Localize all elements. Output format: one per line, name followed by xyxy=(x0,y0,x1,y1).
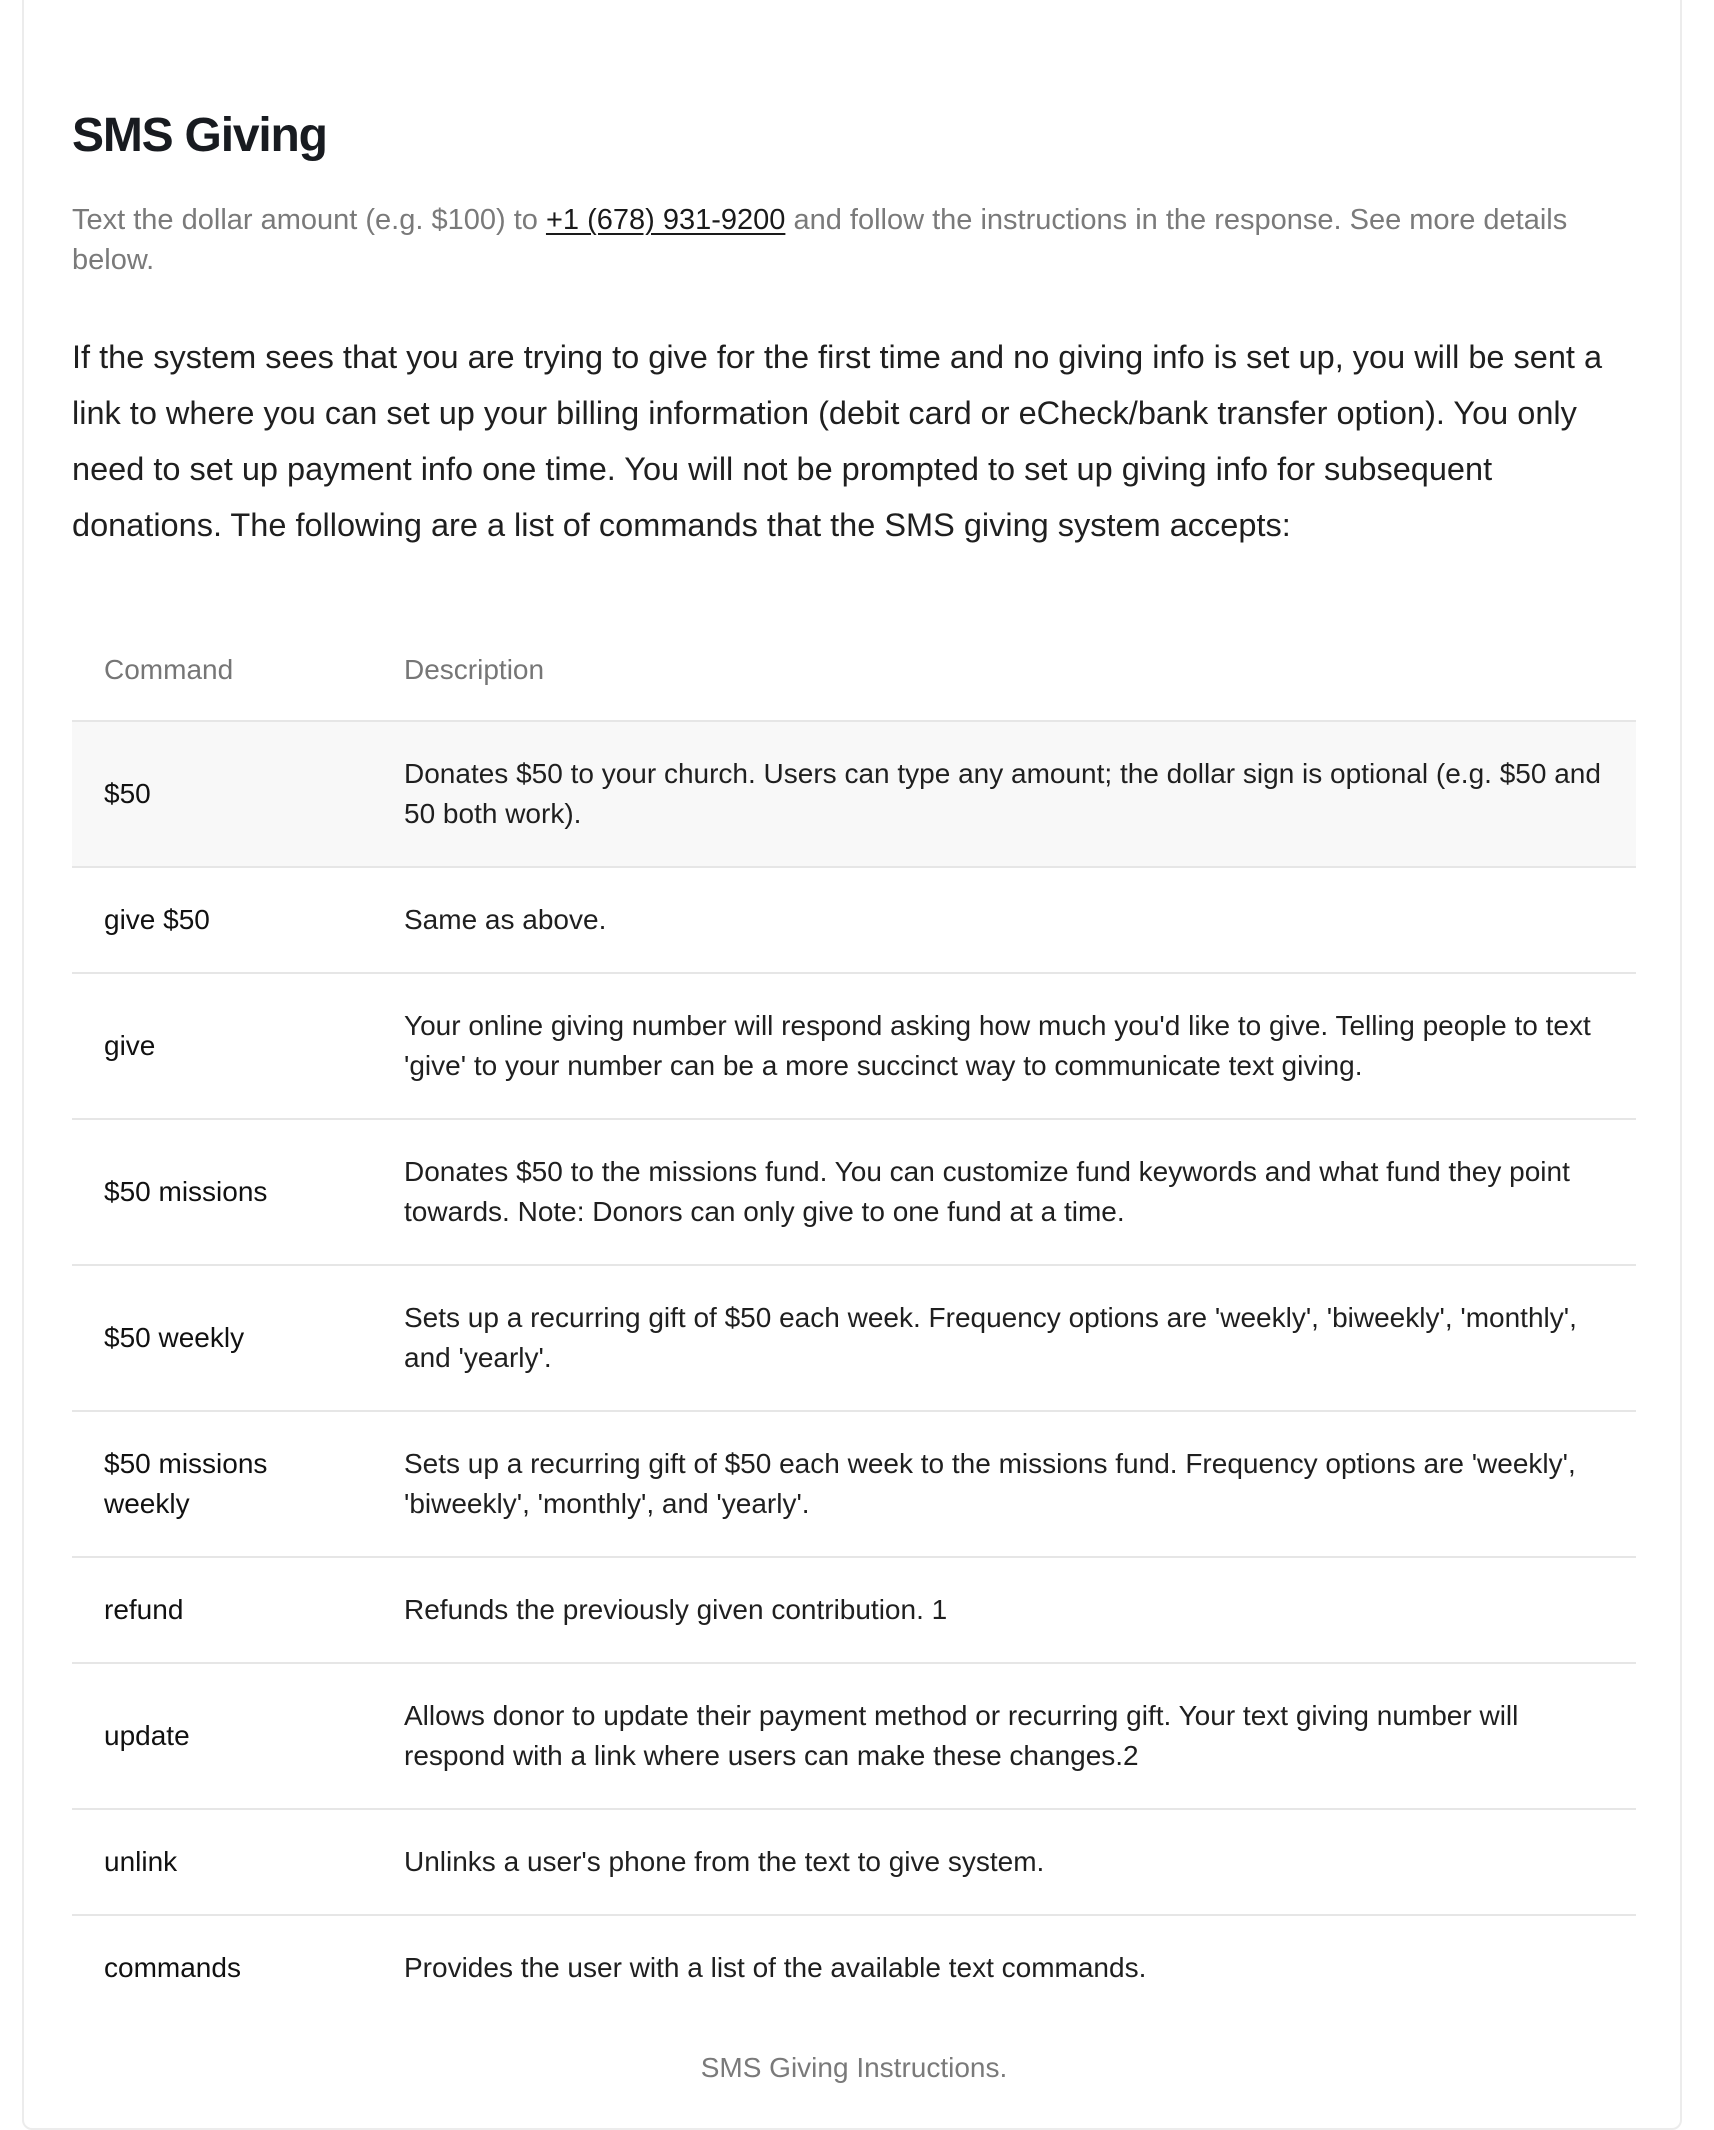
command-cell: $50 xyxy=(72,721,372,867)
table-row xyxy=(72,867,1636,973)
table-row xyxy=(72,1557,1636,1663)
column-header-command: Command xyxy=(72,620,372,721)
command-cell: commands xyxy=(104,1952,241,1983)
description-cell: Sets up a recurring gift of $50 each week. Frequency options are 'weekly', 'biweekly', 'monthly', and 'yearly'. xyxy=(372,1265,1636,1411)
table-row xyxy=(72,1265,1636,1411)
page-subtitle xyxy=(72,200,1636,280)
command-cell: update xyxy=(72,1663,372,1809)
table-row xyxy=(72,1915,1636,2020)
description-cell: Donates $50 to the missions fund. You can customize fund keywords and what fund they point towards. Note: Donors can only give to one fund at a time. xyxy=(372,1119,1636,1265)
command-cell: give xyxy=(72,973,372,1119)
command-cell: $50 weekly xyxy=(72,1265,372,1411)
table-row xyxy=(72,1411,1636,1557)
table-caption: SMS Giving Instructions. xyxy=(700,2052,1008,2083)
subtitle-text-after: and follow the instructions in the response. See more details below. xyxy=(72,204,1568,276)
table-row xyxy=(72,1119,1636,1265)
subtitle-text-before: Text the dollar amount (e.g. $100) to xyxy=(72,204,546,236)
table-row xyxy=(72,973,1636,1119)
phone-number-link[interactable]: +1 (678) 931-9200 xyxy=(545,204,786,236)
column-header-description: Description xyxy=(372,620,1636,721)
description-cell: Unlinks a user's phone from the text to give system. xyxy=(372,1809,1636,1915)
page-title: SMS Giving xyxy=(72,109,327,162)
command-cell: refund xyxy=(72,1557,372,1663)
description-cell: Same as above. xyxy=(372,867,1636,973)
description-cell: Refunds the previously given contribution. 1 xyxy=(372,1557,1636,1663)
table-header-row xyxy=(72,620,1636,721)
command-cell: $50 missions xyxy=(72,1119,372,1265)
table-row xyxy=(72,1663,1636,1809)
intro-paragraph: If the system sees that you are trying to give for the first time and no giving info is set up, you will be sent a link to where you can set up your billing information (debit card or eCheck/bank transfer option). You only need to set up payment info one time. You will not be prompted to set up giving info for subsequent donations. The following are a list of commands that the SMS giving system accepts: xyxy=(72,339,1603,543)
description-cell: Sets up a recurring gift of $50 each week to the missions fund. Frequency options are 'weekly', 'biweekly', 'monthly', and 'yearly'. xyxy=(372,1411,1636,1557)
description-cell: Provides the user with a list of the available text commands. xyxy=(404,1952,1147,1983)
command-cell: unlink xyxy=(72,1809,372,1915)
command-cell: $50 missions weekly xyxy=(72,1411,372,1557)
commands-table xyxy=(72,620,1636,2020)
command-cell: give $50 xyxy=(72,867,372,973)
description-cell: Donates $50 to your church. Users can type any amount; the dollar sign is optional (e.g. $50 and 50 both work). xyxy=(372,721,1636,867)
table-row xyxy=(72,721,1636,867)
description-cell: Allows donor to update their payment method or recurring gift. Your text giving number will respond with a link where users can make these changes.2 xyxy=(372,1663,1636,1809)
description-cell: Your online giving number will respond asking how much you'd like to give. Telling people to text 'give' to your number can be a more succinct way to communicate text giving. xyxy=(372,973,1636,1119)
table-row xyxy=(72,1809,1636,1915)
